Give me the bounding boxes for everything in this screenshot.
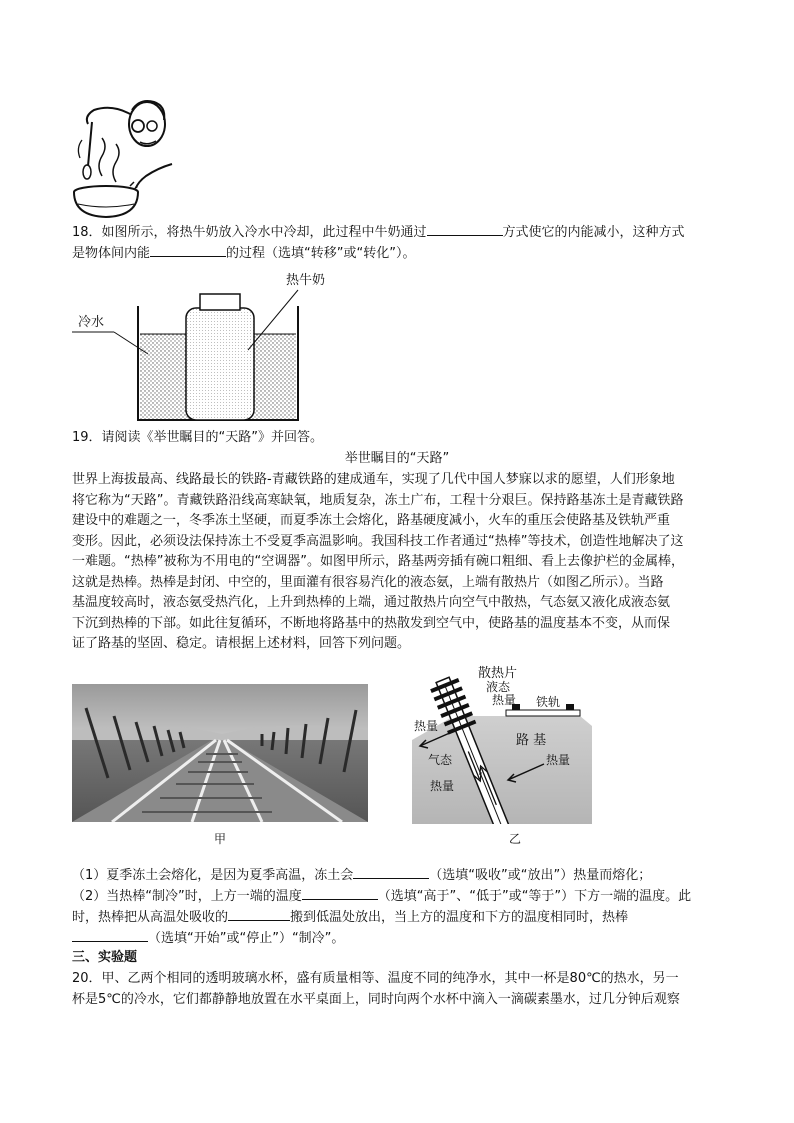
q19-s3-text-a: 时，热棒把从高温处吸收的	[72, 910, 229, 925]
article-line: 基温度较高时，液态氨受热汽化，上升到热棒的上端，通过散热片向空气中散热，气态氨又液化成液态氨	[72, 595, 671, 610]
q19-article-title: 举世瞩目的“天路”	[344, 451, 450, 466]
section-3-title: 三、实验题	[72, 950, 138, 965]
q19-blank-3[interactable]	[228, 906, 290, 921]
diagram-heat-rod-yi	[412, 660, 592, 824]
q19-s3-text-b: 搬到低温处放出，当上方的温度和下方的温度相同时，热棒	[290, 910, 629, 925]
q18-line-1	[72, 221, 685, 243]
label-liquid: 液态	[486, 680, 511, 694]
article-line: 将它称为“天路”。青藏铁路沿线高寒缺氧，地质复杂，冻土广布，工程十分艰巨。保持路基冻土是青藏铁路	[72, 492, 684, 508]
q19-s2-text-b: （选填“高于”、“低于”或“等于”）下方一端的温度。此	[377, 889, 692, 904]
q18-blank-2[interactable]	[150, 242, 226, 257]
label-gas: 气态	[428, 753, 453, 767]
q20-line-2: 杯是5℃的冷水，它们都静静地放置在水平桌面上，同时向两个水杯中滴入一滴碳素墨水，过几分钟后观察	[72, 992, 680, 1007]
label-heat-right: 热量	[546, 753, 571, 767]
q19-sub-1	[72, 864, 651, 886]
article-line: 建设中的难题之一，冬季冻土坚硬，而夏季冻土会熔化，路基硬度减小，火车的重压会使路基及铁轨严重	[72, 513, 671, 528]
label-fin: 散热片	[478, 666, 518, 681]
q18-text-a: 18．如图所示，将热牛奶放入冷水中冷却，此过程中牛奶通过	[72, 225, 427, 240]
caption-jia: 甲	[214, 832, 227, 846]
article-line: 世界上海拔最高、线路最长的铁路-青藏铁路的建成通车，实现了几代中国人梦寐以求的愿望，人们形象地	[72, 472, 675, 487]
label-heat-left: 热量	[414, 719, 439, 733]
q19-s2-text-a: （2）当热棒“制冷”时，上方一端的温度	[72, 889, 302, 904]
q18-line-2	[72, 242, 415, 264]
q18-blank-1[interactable]	[427, 221, 503, 236]
q19-intro: 19．请阅读《举世瞩目的“天路”》并回答。	[72, 430, 324, 445]
article-line: 证了路基的坚固、稳定。请根据上述材料，回答下列问题。	[72, 636, 411, 651]
q19-s4-text: （选填“开始”或“停止”）“制冷”。	[148, 931, 345, 946]
q19-sub-2	[72, 885, 691, 907]
label-heat-top: 热量	[492, 693, 517, 707]
label-cold-water: 冷水	[78, 315, 105, 330]
q19-article-body	[72, 470, 724, 655]
q18-text-c: 是物体间内能	[72, 246, 151, 261]
label-rail: 铁轨	[536, 695, 561, 709]
article-line: 下沉到热棒的下部。如此往复循环，不断地将路基中的热散发到空气中，使路基的温度基本不变，从而保	[72, 615, 671, 631]
photo-railway-jia	[72, 684, 368, 822]
label-heat-bottom: 热量	[430, 779, 455, 793]
article-line: 一难题。“热棒”被称为不用电的“空调器”。如图甲所示，路基两旁插有碗口粗细、看上去像护栏的金属棒，	[72, 554, 684, 569]
q18-beaker-figure	[72, 266, 342, 424]
article-line: 变形。因此，必须设法保持冻土不受夏季高温影响。我国科技工作者通过“热棒”等技术，创造性地解决了这	[72, 533, 684, 549]
article-line: 这就是热棒。热棒是封闭、中空的，里面灌有很容易汽化的液态氨，上端有散热片（如图乙所示）。当路	[72, 574, 664, 590]
q18-text-d: 的过程（选填“转移”或“转化”）。	[226, 246, 416, 261]
q19-blank-4[interactable]	[72, 927, 148, 942]
label-roadbed: 路 基	[516, 733, 547, 748]
q19-sub-3	[72, 906, 628, 928]
cartoon-cooking-figure	[72, 96, 178, 220]
q19-sub-4	[72, 927, 344, 949]
q19-blank-2[interactable]	[302, 885, 378, 900]
q19-s1-text-b: （选填“吸收”或“放出”）热量而熔化；	[429, 868, 652, 883]
q20-line-1: 20．甲、乙两个相同的透明玻璃水杯，盛有质量相等、温度不同的纯净水，其中一杯是80℃的热水，另一	[72, 971, 679, 986]
caption-yi: 乙	[509, 832, 522, 846]
q19-blank-1[interactable]	[353, 864, 429, 879]
q19-s1-text-a: （1）夏季冻土会熔化，是因为夏季高温，冻土会	[72, 868, 354, 883]
label-hot-milk: 热牛奶	[286, 273, 326, 288]
q18-text-b: 方式使它的内能减小，这种方式	[502, 225, 685, 240]
